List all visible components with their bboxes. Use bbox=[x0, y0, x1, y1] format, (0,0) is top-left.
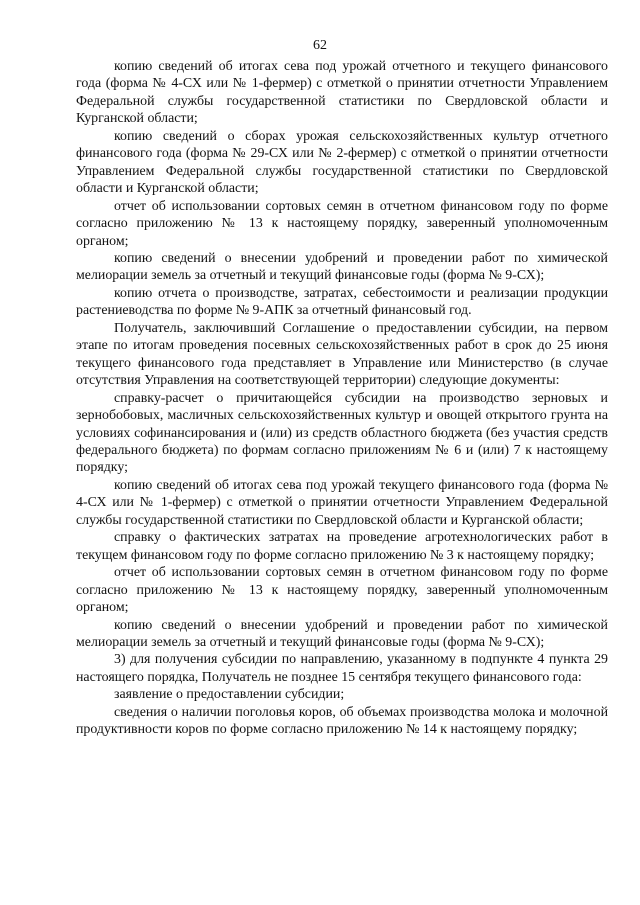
paragraph: справку о фактических затратах на проведение агротехнологических работ в текущем финансовом году по форме согласно приложению № 3 к настоящему порядку; bbox=[76, 530, 608, 563]
paragraph: копию сведений об итогах сева под урожай отчетного и текущего финансового года (форма № 4-СХ или № 1-фермер) с отметкой о принятии отчетности Управлением Федеральной службы государственной статистики по Свердловской области и Курганской области; bbox=[76, 59, 608, 127]
paragraph: копию сведений о внесении удобрений и проведении работ по химической мелиорации земель за отчетный и текущий финансовые годы (форма № 9-СХ); bbox=[76, 617, 608, 650]
paragraph: копию сведений о внесении удобрений и проведении работ по химической мелиорации земель за отчетный и текущий финансовые годы (форма № 9-СХ); bbox=[76, 250, 608, 284]
paragraph: отчет об использовании сортовых семян в отчетном финансовом году по форме согласно приложению № 13 к настоящему порядку, заверенный уполномоченным органом; bbox=[76, 565, 608, 616]
document-body bbox=[76, 58, 608, 739]
paragraph: заявление о предоставлении субсидии; bbox=[114, 687, 345, 703]
paragraph: копию сведений об итогах сева под урожай текущего финансового года (форма № 4-СХ или № 1-фермер) с отметкой о принятии отчетности Управлением Федеральной службы государственной статистики по Свердловской области и Курганской области; bbox=[76, 477, 608, 528]
paragraph: копию отчета о производстве, затратах, себестоимости и реализации продукции растениеводства по форме № 9-АПК за отчетный финансовый год. bbox=[76, 285, 608, 319]
paragraph: справку-расчет о причитающейся субсидии на производство зерновых и зернобобовых, масличных сельскохозяйственных культур и овощей открытого грунта на условиях софинансирования и (или) из средств областного бюджета (без участия средств федерального бюджета) по формам согласно приложениям № 6 и (или) 7 к настоящему порядку; bbox=[76, 390, 608, 476]
paragraph: Получатель, заключивший Соглашение о предоставлении субсидии, на первом этапе по итогам проведения посевных сельскохозяйственных работ в срок до 25 июня текущего финансового года представляет в Управление или Министерство (в случае отсутствия Управления на соответствующей территории) следующие документы: bbox=[76, 320, 608, 389]
paragraph: 3) для получения субсидии по направлению, указанному в подпункте 4 пункта 29 настоящего порядка, Получатель не позднее 15 сентября текущего финансового года: bbox=[76, 652, 608, 685]
paragraph: копию сведений о сборах урожая сельскохозяйственных культур отчетного финансового года (форма № 29-СХ или № 2-фермер) с отметкой о принятии отчетности Управлением Федеральной службы государственной статистики по Свердловской области и Курганской области; bbox=[76, 128, 608, 197]
page-number: 62 bbox=[313, 38, 327, 53]
paragraph: отчет об использовании сортовых семян в отчетном финансовом году по форме согласно приложению № 13 к настоящему порядку, заверенный уполномоченным органом; bbox=[76, 198, 608, 249]
paragraph: сведения о наличии поголовья коров, об объемах производства молока и молочной продуктивности коров по форме согласно приложению № 14 к настоящему порядку; bbox=[76, 704, 608, 738]
